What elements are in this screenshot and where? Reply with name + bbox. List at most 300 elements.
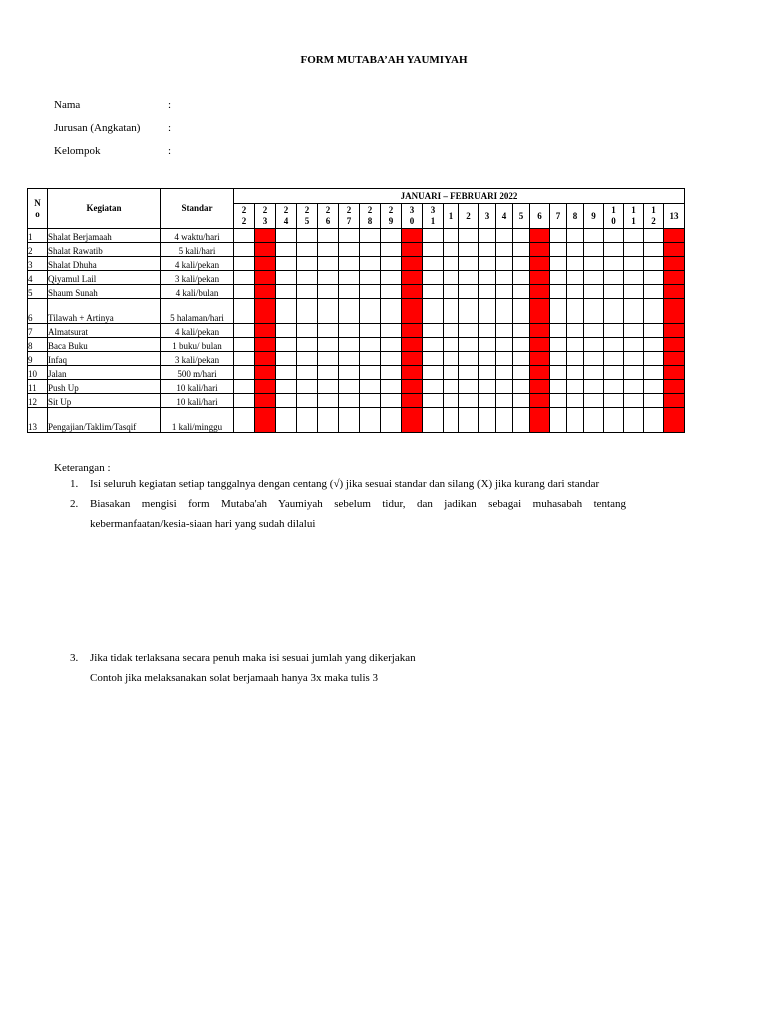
- day-cell-7[interactable]: [550, 408, 567, 433]
- day-cell-10[interactable]: [604, 229, 624, 243]
- day-cell-1[interactable]: [444, 338, 459, 352]
- day-cell-7[interactable]: [550, 257, 567, 271]
- day-cell-26[interactable]: [318, 380, 339, 394]
- day-cell-31[interactable]: [423, 380, 444, 394]
- day-cell-12[interactable]: [644, 366, 664, 380]
- day-cell-28[interactable]: [360, 380, 381, 394]
- day-cell-7[interactable]: [550, 299, 567, 324]
- day-cell-31[interactable]: [423, 257, 444, 271]
- day-cell-26[interactable]: [318, 243, 339, 257]
- day-cell-2[interactable]: [459, 299, 479, 324]
- day-cell-5[interactable]: [513, 408, 530, 433]
- day-cell-10[interactable]: [604, 408, 624, 433]
- day-cell-23[interactable]: [255, 285, 276, 299]
- day-cell-4[interactable]: [496, 394, 513, 408]
- day-cell-27[interactable]: [339, 408, 360, 433]
- day-cell-29[interactable]: [381, 380, 402, 394]
- day-cell-31[interactable]: [423, 338, 444, 352]
- day-cell-23[interactable]: [255, 229, 276, 243]
- day-cell-29[interactable]: [381, 408, 402, 433]
- day-cell-12[interactable]: [644, 257, 664, 271]
- day-cell-6[interactable]: [530, 285, 550, 299]
- day-cell-23[interactable]: [255, 299, 276, 324]
- day-cell-22[interactable]: [234, 324, 255, 338]
- day-cell-26[interactable]: [318, 408, 339, 433]
- day-cell-28[interactable]: [360, 299, 381, 324]
- day-cell-12[interactable]: [644, 408, 664, 433]
- day-cell-25[interactable]: [297, 271, 318, 285]
- day-cell-9[interactable]: [584, 324, 604, 338]
- day-cell-29[interactable]: [381, 229, 402, 243]
- day-cell-29[interactable]: [381, 352, 402, 366]
- day-cell-7[interactable]: [550, 352, 567, 366]
- day-cell-3[interactable]: [479, 366, 496, 380]
- day-cell-13[interactable]: [664, 352, 685, 366]
- day-cell-5[interactable]: [513, 366, 530, 380]
- day-cell-8[interactable]: [567, 324, 584, 338]
- day-cell-4[interactable]: [496, 338, 513, 352]
- day-cell-8[interactable]: [567, 394, 584, 408]
- day-cell-13[interactable]: [664, 243, 685, 257]
- day-cell-24[interactable]: [276, 243, 297, 257]
- day-cell-22[interactable]: [234, 380, 255, 394]
- day-cell-5[interactable]: [513, 271, 530, 285]
- day-cell-9[interactable]: [584, 271, 604, 285]
- day-cell-6[interactable]: [530, 257, 550, 271]
- day-cell-13[interactable]: [664, 380, 685, 394]
- day-cell-11[interactable]: [624, 243, 644, 257]
- day-cell-1[interactable]: [444, 366, 459, 380]
- day-cell-12[interactable]: [644, 352, 664, 366]
- day-cell-25[interactable]: [297, 257, 318, 271]
- day-cell-27[interactable]: [339, 324, 360, 338]
- day-cell-12[interactable]: [644, 229, 664, 243]
- day-cell-31[interactable]: [423, 324, 444, 338]
- day-cell-2[interactable]: [459, 243, 479, 257]
- day-cell-23[interactable]: [255, 271, 276, 285]
- day-cell-27[interactable]: [339, 380, 360, 394]
- day-cell-8[interactable]: [567, 380, 584, 394]
- day-cell-10[interactable]: [604, 338, 624, 352]
- day-cell-9[interactable]: [584, 243, 604, 257]
- day-cell-1[interactable]: [444, 352, 459, 366]
- day-cell-28[interactable]: [360, 285, 381, 299]
- day-cell-3[interactable]: [479, 271, 496, 285]
- day-cell-23[interactable]: [255, 366, 276, 380]
- day-cell-23[interactable]: [255, 257, 276, 271]
- day-cell-13[interactable]: [664, 324, 685, 338]
- day-cell-10[interactable]: [604, 285, 624, 299]
- day-cell-30[interactable]: [402, 243, 423, 257]
- day-cell-23[interactable]: [255, 324, 276, 338]
- day-cell-4[interactable]: [496, 408, 513, 433]
- day-cell-4[interactable]: [496, 352, 513, 366]
- day-cell-30[interactable]: [402, 271, 423, 285]
- day-cell-4[interactable]: [496, 380, 513, 394]
- day-cell-4[interactable]: [496, 285, 513, 299]
- day-cell-2[interactable]: [459, 257, 479, 271]
- day-cell-30[interactable]: [402, 257, 423, 271]
- day-cell-3[interactable]: [479, 285, 496, 299]
- day-cell-8[interactable]: [567, 408, 584, 433]
- day-cell-10[interactable]: [604, 271, 624, 285]
- day-cell-4[interactable]: [496, 299, 513, 324]
- day-cell-28[interactable]: [360, 257, 381, 271]
- day-cell-13[interactable]: [664, 366, 685, 380]
- day-cell-29[interactable]: [381, 338, 402, 352]
- day-cell-28[interactable]: [360, 394, 381, 408]
- day-cell-11[interactable]: [624, 299, 644, 324]
- day-cell-12[interactable]: [644, 394, 664, 408]
- day-cell-3[interactable]: [479, 324, 496, 338]
- day-cell-9[interactable]: [584, 285, 604, 299]
- day-cell-26[interactable]: [318, 271, 339, 285]
- day-cell-30[interactable]: [402, 394, 423, 408]
- day-cell-30[interactable]: [402, 338, 423, 352]
- day-cell-24[interactable]: [276, 366, 297, 380]
- day-cell-25[interactable]: [297, 408, 318, 433]
- day-cell-28[interactable]: [360, 352, 381, 366]
- day-cell-24[interactable]: [276, 324, 297, 338]
- day-cell-1[interactable]: [444, 380, 459, 394]
- day-cell-3[interactable]: [479, 408, 496, 433]
- day-cell-4[interactable]: [496, 324, 513, 338]
- day-cell-22[interactable]: [234, 299, 255, 324]
- day-cell-6[interactable]: [530, 229, 550, 243]
- day-cell-5[interactable]: [513, 324, 530, 338]
- day-cell-28[interactable]: [360, 366, 381, 380]
- day-cell-13[interactable]: [664, 271, 685, 285]
- day-cell-27[interactable]: [339, 243, 360, 257]
- day-cell-11[interactable]: [624, 324, 644, 338]
- day-cell-10[interactable]: [604, 324, 624, 338]
- day-cell-2[interactable]: [459, 229, 479, 243]
- day-cell-22[interactable]: [234, 352, 255, 366]
- day-cell-25[interactable]: [297, 243, 318, 257]
- day-cell-5[interactable]: [513, 352, 530, 366]
- day-cell-3[interactable]: [479, 257, 496, 271]
- day-cell-28[interactable]: [360, 229, 381, 243]
- day-cell-7[interactable]: [550, 243, 567, 257]
- day-cell-23[interactable]: [255, 394, 276, 408]
- day-cell-24[interactable]: [276, 271, 297, 285]
- day-cell-26[interactable]: [318, 257, 339, 271]
- day-cell-5[interactable]: [513, 394, 530, 408]
- day-cell-5[interactable]: [513, 338, 530, 352]
- day-cell-30[interactable]: [402, 352, 423, 366]
- day-cell-30[interactable]: [402, 324, 423, 338]
- day-cell-31[interactable]: [423, 229, 444, 243]
- day-cell-13[interactable]: [664, 229, 685, 243]
- day-cell-9[interactable]: [584, 394, 604, 408]
- day-cell-22[interactable]: [234, 285, 255, 299]
- day-cell-2[interactable]: [459, 380, 479, 394]
- day-cell-23[interactable]: [255, 338, 276, 352]
- day-cell-4[interactable]: [496, 257, 513, 271]
- day-cell-27[interactable]: [339, 271, 360, 285]
- day-cell-2[interactable]: [459, 338, 479, 352]
- day-cell-29[interactable]: [381, 324, 402, 338]
- day-cell-13[interactable]: [664, 408, 685, 433]
- day-cell-2[interactable]: [459, 408, 479, 433]
- day-cell-7[interactable]: [550, 380, 567, 394]
- day-cell-13[interactable]: [664, 257, 685, 271]
- day-cell-26[interactable]: [318, 394, 339, 408]
- day-cell-30[interactable]: [402, 285, 423, 299]
- day-cell-2[interactable]: [459, 324, 479, 338]
- day-cell-10[interactable]: [604, 366, 624, 380]
- day-cell-25[interactable]: [297, 299, 318, 324]
- day-cell-24[interactable]: [276, 408, 297, 433]
- day-cell-28[interactable]: [360, 408, 381, 433]
- day-cell-26[interactable]: [318, 229, 339, 243]
- day-cell-8[interactable]: [567, 229, 584, 243]
- day-cell-12[interactable]: [644, 243, 664, 257]
- day-cell-11[interactable]: [624, 285, 644, 299]
- day-cell-7[interactable]: [550, 338, 567, 352]
- day-cell-26[interactable]: [318, 338, 339, 352]
- day-cell-3[interactable]: [479, 229, 496, 243]
- day-cell-5[interactable]: [513, 299, 530, 324]
- day-cell-24[interactable]: [276, 299, 297, 324]
- day-cell-25[interactable]: [297, 285, 318, 299]
- day-cell-12[interactable]: [644, 285, 664, 299]
- day-cell-6[interactable]: [530, 408, 550, 433]
- day-cell-4[interactable]: [496, 271, 513, 285]
- day-cell-22[interactable]: [234, 257, 255, 271]
- day-cell-27[interactable]: [339, 257, 360, 271]
- day-cell-10[interactable]: [604, 299, 624, 324]
- day-cell-6[interactable]: [530, 299, 550, 324]
- day-cell-8[interactable]: [567, 352, 584, 366]
- day-cell-27[interactable]: [339, 299, 360, 324]
- day-cell-29[interactable]: [381, 366, 402, 380]
- day-cell-22[interactable]: [234, 408, 255, 433]
- day-cell-9[interactable]: [584, 408, 604, 433]
- day-cell-11[interactable]: [624, 271, 644, 285]
- day-cell-28[interactable]: [360, 271, 381, 285]
- day-cell-31[interactable]: [423, 366, 444, 380]
- day-cell-22[interactable]: [234, 338, 255, 352]
- day-cell-2[interactable]: [459, 285, 479, 299]
- day-cell-13[interactable]: [664, 299, 685, 324]
- day-cell-10[interactable]: [604, 380, 624, 394]
- day-cell-26[interactable]: [318, 366, 339, 380]
- day-cell-9[interactable]: [584, 229, 604, 243]
- day-cell-4[interactable]: [496, 366, 513, 380]
- day-cell-6[interactable]: [530, 338, 550, 352]
- day-cell-28[interactable]: [360, 243, 381, 257]
- day-cell-3[interactable]: [479, 394, 496, 408]
- day-cell-5[interactable]: [513, 243, 530, 257]
- day-cell-7[interactable]: [550, 285, 567, 299]
- day-cell-28[interactable]: [360, 324, 381, 338]
- day-cell-5[interactable]: [513, 257, 530, 271]
- day-cell-8[interactable]: [567, 271, 584, 285]
- day-cell-13[interactable]: [664, 394, 685, 408]
- day-cell-6[interactable]: [530, 324, 550, 338]
- day-cell-5[interactable]: [513, 229, 530, 243]
- day-cell-22[interactable]: [234, 243, 255, 257]
- day-cell-23[interactable]: [255, 352, 276, 366]
- day-cell-1[interactable]: [444, 243, 459, 257]
- day-cell-12[interactable]: [644, 324, 664, 338]
- day-cell-22[interactable]: [234, 366, 255, 380]
- day-cell-30[interactable]: [402, 229, 423, 243]
- day-cell-6[interactable]: [530, 271, 550, 285]
- day-cell-6[interactable]: [530, 352, 550, 366]
- day-cell-23[interactable]: [255, 408, 276, 433]
- day-cell-7[interactable]: [550, 366, 567, 380]
- day-cell-6[interactable]: [530, 394, 550, 408]
- day-cell-12[interactable]: [644, 338, 664, 352]
- day-cell-29[interactable]: [381, 394, 402, 408]
- day-cell-30[interactable]: [402, 380, 423, 394]
- day-cell-26[interactable]: [318, 324, 339, 338]
- day-cell-10[interactable]: [604, 394, 624, 408]
- day-cell-27[interactable]: [339, 285, 360, 299]
- day-cell-6[interactable]: [530, 380, 550, 394]
- day-cell-12[interactable]: [644, 299, 664, 324]
- day-cell-1[interactable]: [444, 324, 459, 338]
- day-cell-27[interactable]: [339, 366, 360, 380]
- day-cell-31[interactable]: [423, 394, 444, 408]
- day-cell-31[interactable]: [423, 243, 444, 257]
- day-cell-11[interactable]: [624, 338, 644, 352]
- day-cell-1[interactable]: [444, 257, 459, 271]
- day-cell-25[interactable]: [297, 380, 318, 394]
- day-cell-7[interactable]: [550, 271, 567, 285]
- day-cell-12[interactable]: [644, 271, 664, 285]
- day-cell-27[interactable]: [339, 338, 360, 352]
- day-cell-29[interactable]: [381, 299, 402, 324]
- day-cell-1[interactable]: [444, 285, 459, 299]
- day-cell-9[interactable]: [584, 257, 604, 271]
- day-cell-30[interactable]: [402, 299, 423, 324]
- day-cell-2[interactable]: [459, 394, 479, 408]
- day-cell-8[interactable]: [567, 285, 584, 299]
- day-cell-10[interactable]: [604, 243, 624, 257]
- day-cell-27[interactable]: [339, 352, 360, 366]
- day-cell-24[interactable]: [276, 394, 297, 408]
- day-cell-2[interactable]: [459, 271, 479, 285]
- day-cell-6[interactable]: [530, 243, 550, 257]
- day-cell-25[interactable]: [297, 324, 318, 338]
- day-cell-9[interactable]: [584, 380, 604, 394]
- day-cell-3[interactable]: [479, 243, 496, 257]
- day-cell-26[interactable]: [318, 285, 339, 299]
- day-cell-3[interactable]: [479, 299, 496, 324]
- day-cell-30[interactable]: [402, 366, 423, 380]
- day-cell-31[interactable]: [423, 285, 444, 299]
- day-cell-3[interactable]: [479, 338, 496, 352]
- day-cell-6[interactable]: [530, 366, 550, 380]
- day-cell-24[interactable]: [276, 285, 297, 299]
- day-cell-13[interactable]: [664, 338, 685, 352]
- day-cell-11[interactable]: [624, 380, 644, 394]
- day-cell-12[interactable]: [644, 380, 664, 394]
- day-cell-1[interactable]: [444, 408, 459, 433]
- day-cell-4[interactable]: [496, 243, 513, 257]
- day-cell-25[interactable]: [297, 394, 318, 408]
- day-cell-11[interactable]: [624, 408, 644, 433]
- day-cell-8[interactable]: [567, 257, 584, 271]
- day-cell-29[interactable]: [381, 257, 402, 271]
- day-cell-25[interactable]: [297, 352, 318, 366]
- day-cell-23[interactable]: [255, 380, 276, 394]
- day-cell-11[interactable]: [624, 352, 644, 366]
- day-cell-7[interactable]: [550, 229, 567, 243]
- day-cell-9[interactable]: [584, 299, 604, 324]
- day-cell-11[interactable]: [624, 229, 644, 243]
- day-cell-25[interactable]: [297, 338, 318, 352]
- day-cell-9[interactable]: [584, 352, 604, 366]
- day-cell-1[interactable]: [444, 299, 459, 324]
- day-cell-28[interactable]: [360, 338, 381, 352]
- day-cell-24[interactable]: [276, 352, 297, 366]
- day-cell-29[interactable]: [381, 243, 402, 257]
- day-cell-31[interactable]: [423, 271, 444, 285]
- day-cell-31[interactable]: [423, 299, 444, 324]
- day-cell-9[interactable]: [584, 338, 604, 352]
- day-cell-27[interactable]: [339, 229, 360, 243]
- day-cell-27[interactable]: [339, 394, 360, 408]
- day-cell-7[interactable]: [550, 394, 567, 408]
- day-cell-22[interactable]: [234, 271, 255, 285]
- day-cell-4[interactable]: [496, 229, 513, 243]
- day-cell-29[interactable]: [381, 285, 402, 299]
- day-cell-8[interactable]: [567, 243, 584, 257]
- day-cell-31[interactable]: [423, 408, 444, 433]
- day-cell-5[interactable]: [513, 380, 530, 394]
- day-cell-29[interactable]: [381, 271, 402, 285]
- day-cell-11[interactable]: [624, 257, 644, 271]
- day-cell-7[interactable]: [550, 324, 567, 338]
- day-cell-11[interactable]: [624, 394, 644, 408]
- day-cell-2[interactable]: [459, 352, 479, 366]
- day-cell-26[interactable]: [318, 352, 339, 366]
- day-cell-25[interactable]: [297, 366, 318, 380]
- day-cell-22[interactable]: [234, 229, 255, 243]
- day-cell-23[interactable]: [255, 243, 276, 257]
- day-cell-10[interactable]: [604, 352, 624, 366]
- day-cell-25[interactable]: [297, 229, 318, 243]
- day-cell-24[interactable]: [276, 338, 297, 352]
- day-cell-1[interactable]: [444, 394, 459, 408]
- day-cell-24[interactable]: [276, 229, 297, 243]
- day-cell-13[interactable]: [664, 285, 685, 299]
- day-cell-22[interactable]: [234, 394, 255, 408]
- day-cell-8[interactable]: [567, 366, 584, 380]
- day-cell-24[interactable]: [276, 257, 297, 271]
- day-cell-5[interactable]: [513, 285, 530, 299]
- day-cell-24[interactable]: [276, 380, 297, 394]
- day-cell-10[interactable]: [604, 257, 624, 271]
- day-cell-11[interactable]: [624, 366, 644, 380]
- day-cell-3[interactable]: [479, 352, 496, 366]
- day-cell-3[interactable]: [479, 380, 496, 394]
- day-cell-9[interactable]: [584, 366, 604, 380]
- day-cell-1[interactable]: [444, 229, 459, 243]
- day-cell-26[interactable]: [318, 299, 339, 324]
- day-cell-30[interactable]: [402, 408, 423, 433]
- day-cell-1[interactable]: [444, 271, 459, 285]
- day-cell-8[interactable]: [567, 338, 584, 352]
- cell-standar: 4 kali/pekan: [161, 324, 234, 338]
- day-cell-8[interactable]: [567, 299, 584, 324]
- day-cell-31[interactable]: [423, 352, 444, 366]
- day-cell-2[interactable]: [459, 366, 479, 380]
